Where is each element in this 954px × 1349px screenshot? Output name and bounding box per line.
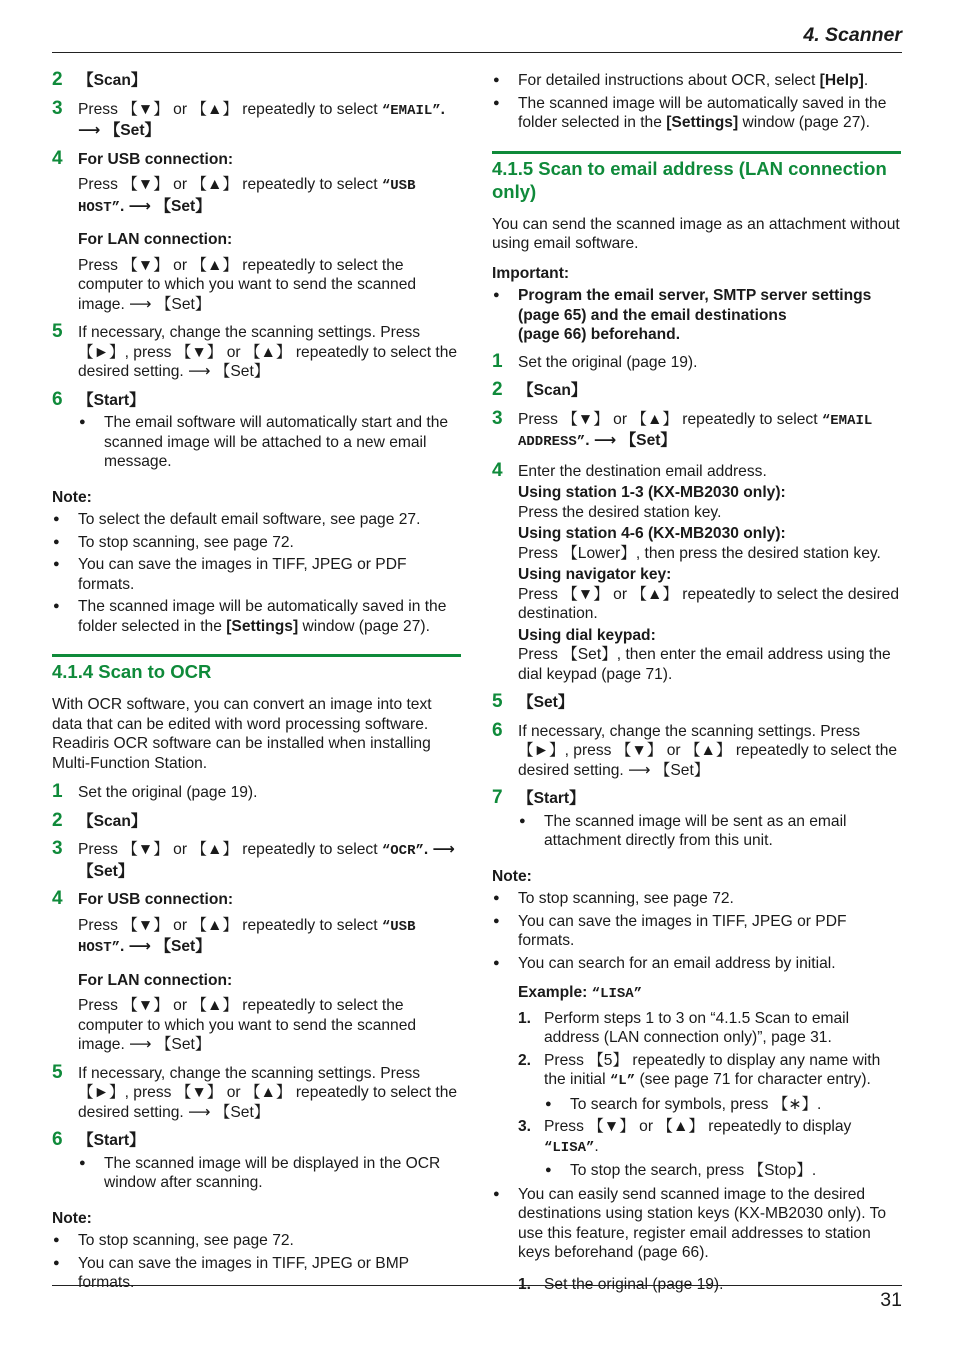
step-number: 2	[52, 809, 63, 831]
numbered-item: 2. Press 【5】 repeatedly to display any name with the initial “L” (see page 71 for character entry). ● To search for symbols, press 【∗】.	[518, 1051, 901, 1115]
step-select-email-address: 3 Press 【▼】 or 【▲】 repeatedly to select “EMAIL ADDRESS”. ⟶ 【Set】	[492, 407, 873, 450]
bullet-item: ● For detailed instructions about OCR, select [Help].	[492, 71, 901, 91]
step-number: 7	[492, 787, 503, 808]
usb-connection-title: For USB connection:	[78, 150, 234, 168]
bullet-item: ● The scanned image will be sent as an email attachment directly from this unit.	[518, 812, 901, 851]
bullet-item: ● To select the default email software, see page 27.	[52, 510, 461, 530]
step-settings: 5 If necessary, change the scanning settings. Press 【►】, press 【▼】 or 【▲】 repeatedly to select the desired setting. ⟶ 【Set】	[52, 1061, 458, 1121]
step-start: 7 【Start】 ● The scanned image will be sent as an email attachment directly from this unit.	[492, 789, 901, 851]
step-settings: 6 If necessary, change the scanning settings. Press 【►】, press 【▼】 or 【▲】 repeatedly to select the desired setting. ⟶ 【Set】	[492, 719, 898, 779]
step-number: 3	[52, 838, 63, 859]
section-intro: With OCR software, you can convert an image into text data that can be edited with word processing software. Readiris OCR software can be installed when installing Multi-Function Station.	[52, 696, 432, 772]
step-number: 6	[52, 388, 63, 410]
step-number: 5	[52, 1061, 63, 1083]
page-header-title: 4. Scanner	[803, 24, 902, 46]
important-title: Important:	[492, 264, 570, 282]
step-number: 1	[492, 350, 503, 372]
step-number: 4	[52, 147, 63, 169]
bullet-item: ● To stop scanning, see page 72.	[492, 889, 901, 909]
lan-connection-title: For LAN connection:	[78, 231, 233, 248]
step-start: 6 【Start】 ● The scanned image will be displayed in the OCR window after scanning.	[52, 1131, 461, 1193]
bullet-item: ● To stop scanning, see page 72.	[52, 1231, 461, 1251]
page-number: 31	[880, 1289, 902, 1311]
step-number: 2	[492, 379, 503, 400]
left-column	[52, 71, 461, 1296]
bullet-item: ● The email software will automatically start and the scanned image will be attached to a new email message.	[78, 413, 461, 472]
step-number: 1	[52, 781, 63, 802]
right-column	[492, 71, 901, 1297]
step-select-ocr: 3 Press 【▼】 or 【▲】 repeatedly to select “OCR”. ⟶ 【Set】	[52, 838, 455, 880]
step-scan: 2 【Scan】	[492, 379, 587, 400]
step-set: 5 【Set】	[492, 691, 574, 712]
usb-connection-text: Press 【▼】 or 【▲】 repeatedly to select “USB HOST”. ⟶ 【Set】	[78, 176, 416, 216]
example-steps	[518, 1009, 901, 1181]
step-number: 6	[492, 719, 503, 741]
step-settings: 5 If necessary, change the scanning settings. Press 【►】, press 【▼】 or 【▲】 repeatedly to select the desired setting. ⟶ 【Set】	[52, 321, 458, 380]
bullet-item: ● To stop the search, press 【Stop】.	[544, 1161, 901, 1181]
step-number: 4	[52, 888, 63, 909]
step-set-original: 1 Set the original (page 19).	[492, 350, 698, 372]
usb-connection-title: For USB connection:	[78, 891, 234, 908]
important-bullet: ● Program the email server, SMTP server settings (page 65) and the email destinations (page 66) beforehand.	[492, 286, 901, 345]
example-title: Example: “LISA”	[518, 984, 643, 1002]
bullet-item: ● You can save the images in TIFF, JPEG or BMP formats.	[52, 1254, 461, 1293]
step-select-email: 3 Press 【▼】 or 【▲】 repeatedly to select “EMAIL”. ⟶ 【Set】	[52, 97, 446, 139]
section-heading-email: 4.1.5 Scan to email address (LAN connection only)	[492, 151, 901, 203]
lan-connection-text: Press 【▼】 or 【▲】 repeatedly to select the computer to which you want to send the scanned image. ⟶ 【Set】	[78, 997, 417, 1053]
section-heading-ocr: 4.1.4 Scan to OCR	[52, 654, 461, 683]
note-title: Note:	[492, 867, 532, 885]
step-scan: 2 【Scan】	[52, 809, 147, 831]
bullet-item: ● To search for symbols, press 【∗】.	[544, 1095, 901, 1115]
step-start: 6 【Start】 ● The email software will automatically start and the scanned image will be attached to a new email message.	[52, 391, 461, 472]
lan-connection-title: For LAN connection:	[78, 971, 233, 989]
step-number: 3	[52, 97, 63, 119]
step-scan: 2 【Scan】	[52, 69, 147, 90]
numbered-item: 3. Press 【▼】 or 【▲】 repeatedly to display “LISA”. ● To stop the search, press 【Stop】.	[518, 1117, 901, 1181]
usb-connection-text: Press 【▼】 or 【▲】 repeatedly to select “USB HOST”. ⟶ 【Set】	[78, 916, 416, 956]
bullet-item: ● The scanned image will be automatically saved in the folder selected in the [Settings] window (page 27).	[492, 94, 901, 133]
step-enter-destination: 4 Enter the destination email address. Using station 1-3 (KX-MB2030 only): Press the desired station key. Using station 4-6 (KX-MB2030 only): Press 【Lower】, then press the desired station key. Using navigator key: Press 【▼】 or 【▲】 repeatedly to select the desired destination. Using dial keypad: Press 【Set】, then enter the email address using the dial keypad (page 71).	[492, 459, 900, 683]
lan-connection-text: Press 【▼】 or 【▲】 repeatedly to select the computer to which you want to send the scanned image. ⟶ 【Set】	[78, 256, 417, 313]
bullet-item: ● The scanned image will be automatically saved in the folder selected in the [Settings] window (page 27).	[52, 597, 461, 636]
step-number: 6	[52, 1129, 63, 1150]
bullet-item: ● To stop scanning, see page 72.	[52, 533, 461, 553]
note-title: Note:	[52, 1209, 92, 1227]
step-connection	[52, 147, 461, 315]
step-set-original: 1 Set the original (page 19).	[52, 781, 258, 802]
bullet-item: ● You can save the images in TIFF, JPEG or PDF formats.	[492, 912, 901, 951]
section-intro: You can send the scanned image as an attachment without using email software.	[492, 215, 900, 252]
note-title: Note:	[52, 488, 92, 506]
bullet-item: ● You can easily send scanned image to the desired destinations using station keys (KX-MB2030 only). To use this feature, register email addresses to station keys beforehand (page 66).	[492, 1185, 901, 1263]
step-number: 2	[52, 69, 63, 90]
numbered-item: 1. Perform steps 1 to 3 on “4.1.5 Scan to email address (LAN connection only)”, page 31.	[518, 1009, 850, 1046]
footer-rule	[52, 1285, 902, 1286]
step-connection	[52, 890, 461, 1055]
numbered-item: 1. Set the original (page 19).	[518, 1275, 724, 1293]
step-number: 5	[492, 691, 503, 712]
step-number: 4	[492, 459, 503, 481]
bullet-item: ● You can save the images in TIFF, JPEG or PDF formats.	[52, 555, 461, 594]
step-number: 5	[52, 321, 63, 342]
step-number: 3	[492, 407, 503, 429]
bullet-item: ● You can search for an email address by initial.	[492, 954, 901, 974]
header-rule	[52, 52, 902, 53]
bullet-item: ● The scanned image will be displayed in the OCR window after scanning.	[78, 1154, 461, 1193]
